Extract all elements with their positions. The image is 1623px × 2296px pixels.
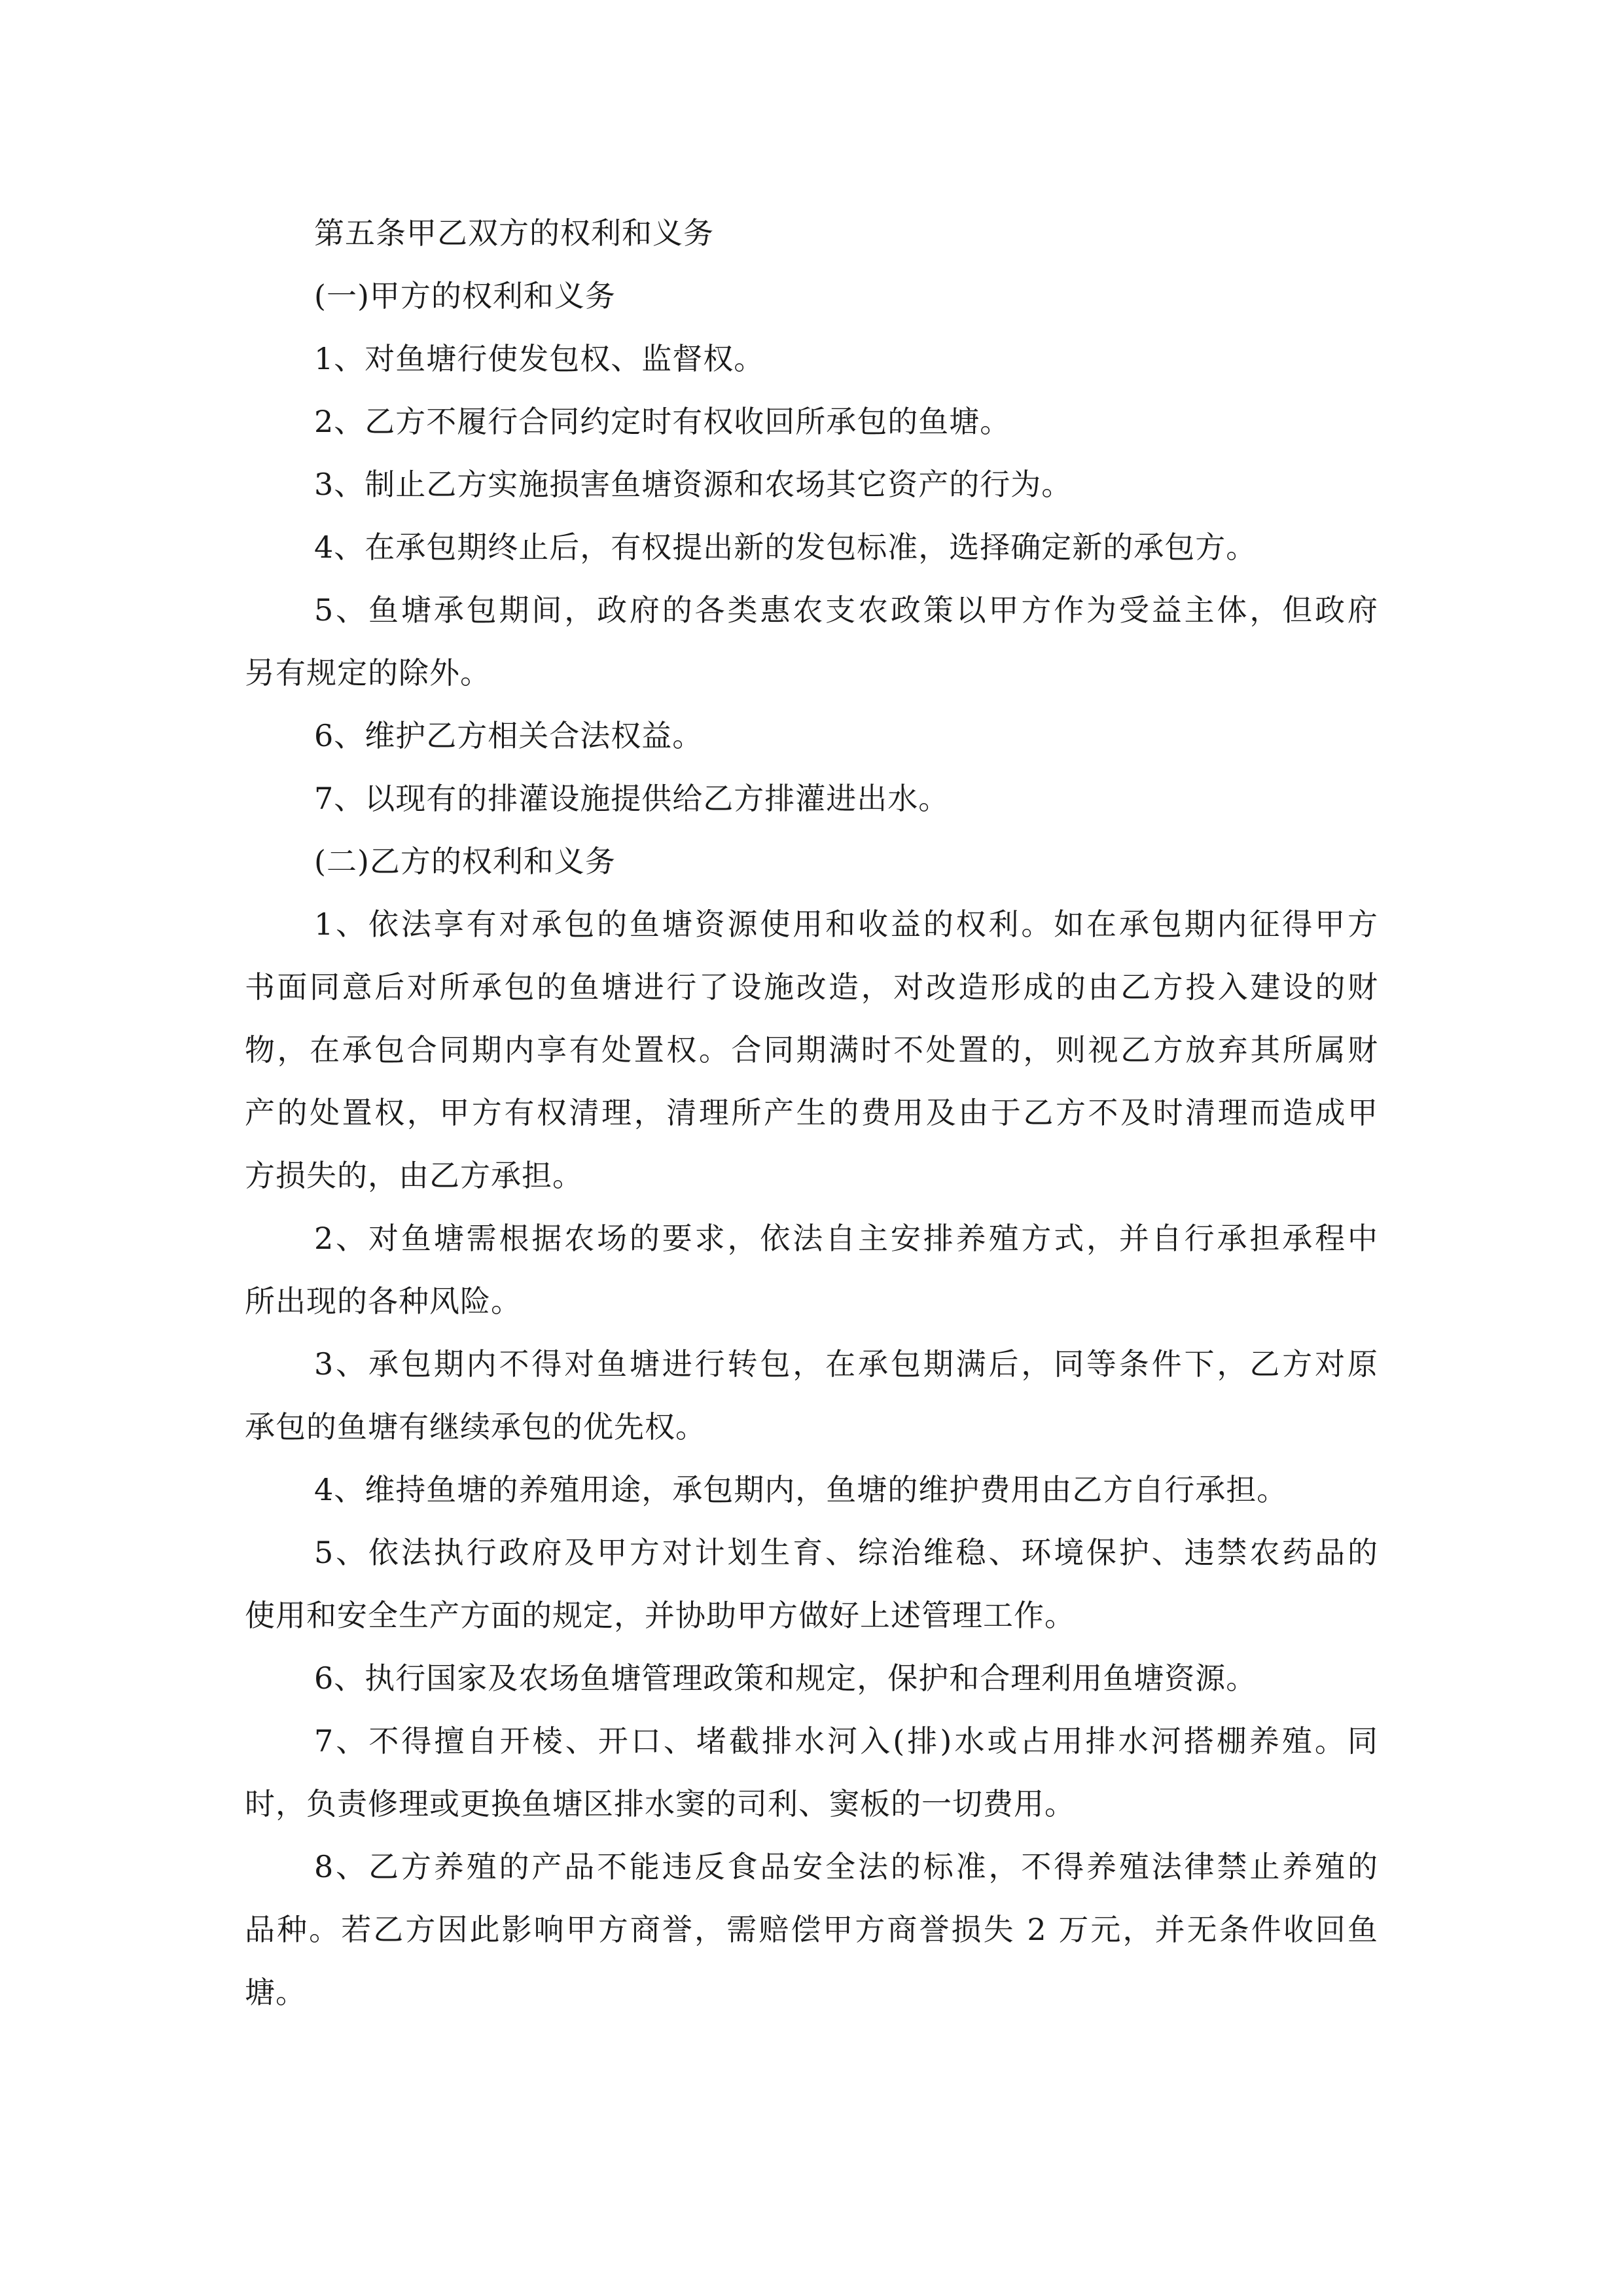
section-b-item: [245, 1207, 1378, 1333]
paragraph-line: 品种。若乙方因此影响甲方商誉，需赔偿甲方商誉损失 2 万元，并无条件收回鱼: [245, 1912, 1378, 1947]
paragraph-line: 4、在承包期终止后，有权提出新的发包标准，选择确定新的承包方。: [314, 529, 1257, 565]
paragraph-line: 方损失的，由乙方承担。: [245, 1158, 583, 1193]
section-b-item: [245, 893, 1378, 1207]
section-b-item: [245, 1647, 1378, 1710]
paragraph-line: 时，负责修理或更换鱼塘区排水窦的司利、窦板的一切费用。: [245, 1786, 1075, 1821]
section-a-item: [245, 516, 1378, 579]
section-b-item: [245, 1521, 1378, 1647]
paragraph-line: 2、对鱼塘需根据农场的要求，依法自主安排养殖方式，并自行承担承程中: [314, 1221, 1378, 1256]
paragraph-line: 4、维持鱼塘的养殖用途，承包期内，鱼塘的维护费用由乙方自行承担。: [314, 1472, 1288, 1507]
section-b-item: [245, 1710, 1378, 1835]
paragraph-line: 8、乙方养殖的产品不能违反食品安全法的标准，不得养殖法律禁止养殖的: [314, 1849, 1378, 1884]
paragraph-line: 2、乙方不履行合同约定时有权收回所承包的鱼塘。: [314, 404, 1011, 439]
paragraph-line: 书面同意后对所承包的鱼塘进行了设施改造，对改造形成的由乙方投入建设的财: [245, 969, 1378, 1005]
paragraph-line: 5、鱼塘承包期间，政府的各类惠农支农政策以甲方作为受益主体，但政府: [314, 592, 1378, 628]
section-a-item: [245, 327, 1378, 390]
section-b-heading: (二)乙方的权利和义务: [314, 844, 616, 879]
section-a-item: [245, 453, 1378, 516]
paragraph-line: 使用和安全生产方面的规定，并协助甲方做好上述管理工作。: [245, 1598, 1075, 1633]
section-b-item: [245, 1835, 1378, 2024]
paragraph-line: 承包的鱼塘有继续承包的优先权。: [245, 1409, 706, 1444]
paragraph-line: 另有规定的除外。: [245, 655, 491, 691]
document-body: [245, 202, 1378, 2024]
paragraph-line: 3、制止乙方实施损害鱼塘资源和农场其它资产的行为。: [314, 467, 1073, 502]
paragraph-line: 5、依法执行政府及甲方对计划生育、综治维稳、环境保护、违禁农药品的: [314, 1535, 1378, 1570]
paragraph-line: 7、不得擅自开棱、开口、堵截排水河入(排)水或占用排水河搭棚养殖。同: [314, 1723, 1378, 1759]
paragraph-line: 6、维护乙方相关合法权益。: [314, 718, 704, 753]
paragraph-line: 物，在承包合同期内享有处置权。合同期满时不处置的，则视乙方放弃其所属财: [245, 1032, 1378, 1067]
paragraph-line: 7、以现有的排灌设施提供给乙方排灌进出水。: [314, 781, 950, 816]
section-b-item: [245, 1333, 1378, 1458]
section-a-item: [245, 390, 1378, 453]
section-a-item: [245, 704, 1378, 767]
article-title: 第五条甲乙双方的权利和义务: [314, 215, 714, 251]
paragraph-line: 6、执行国家及农场鱼塘管理政策和规定，保护和合理利用鱼塘资源。: [314, 1660, 1257, 1696]
paragraph-line: 1、对鱼塘行使发包权、监督权。: [314, 341, 765, 376]
paragraph-line: 产的处置权，甲方有权清理，清理所产生的费用及由于乙方不及时清理而造成甲: [245, 1095, 1378, 1130]
paragraph-line: 1、依法享有对承包的鱼塘资源使用和收益的权利。如在承包期内征得甲方: [314, 906, 1378, 942]
section-a-item: [245, 767, 1378, 830]
paragraph-line: 塘。: [245, 1975, 306, 2010]
paragraph-line: 所出现的各种风险。: [245, 1283, 522, 1319]
section-a-heading: (一)甲方的权利和义务: [314, 278, 616, 314]
paragraph-line: 3、承包期内不得对鱼塘进行转包，在承包期满后，同等条件下，乙方对原: [314, 1346, 1378, 1382]
section-b-item: [245, 1458, 1378, 1521]
section-a-item: [245, 579, 1378, 704]
